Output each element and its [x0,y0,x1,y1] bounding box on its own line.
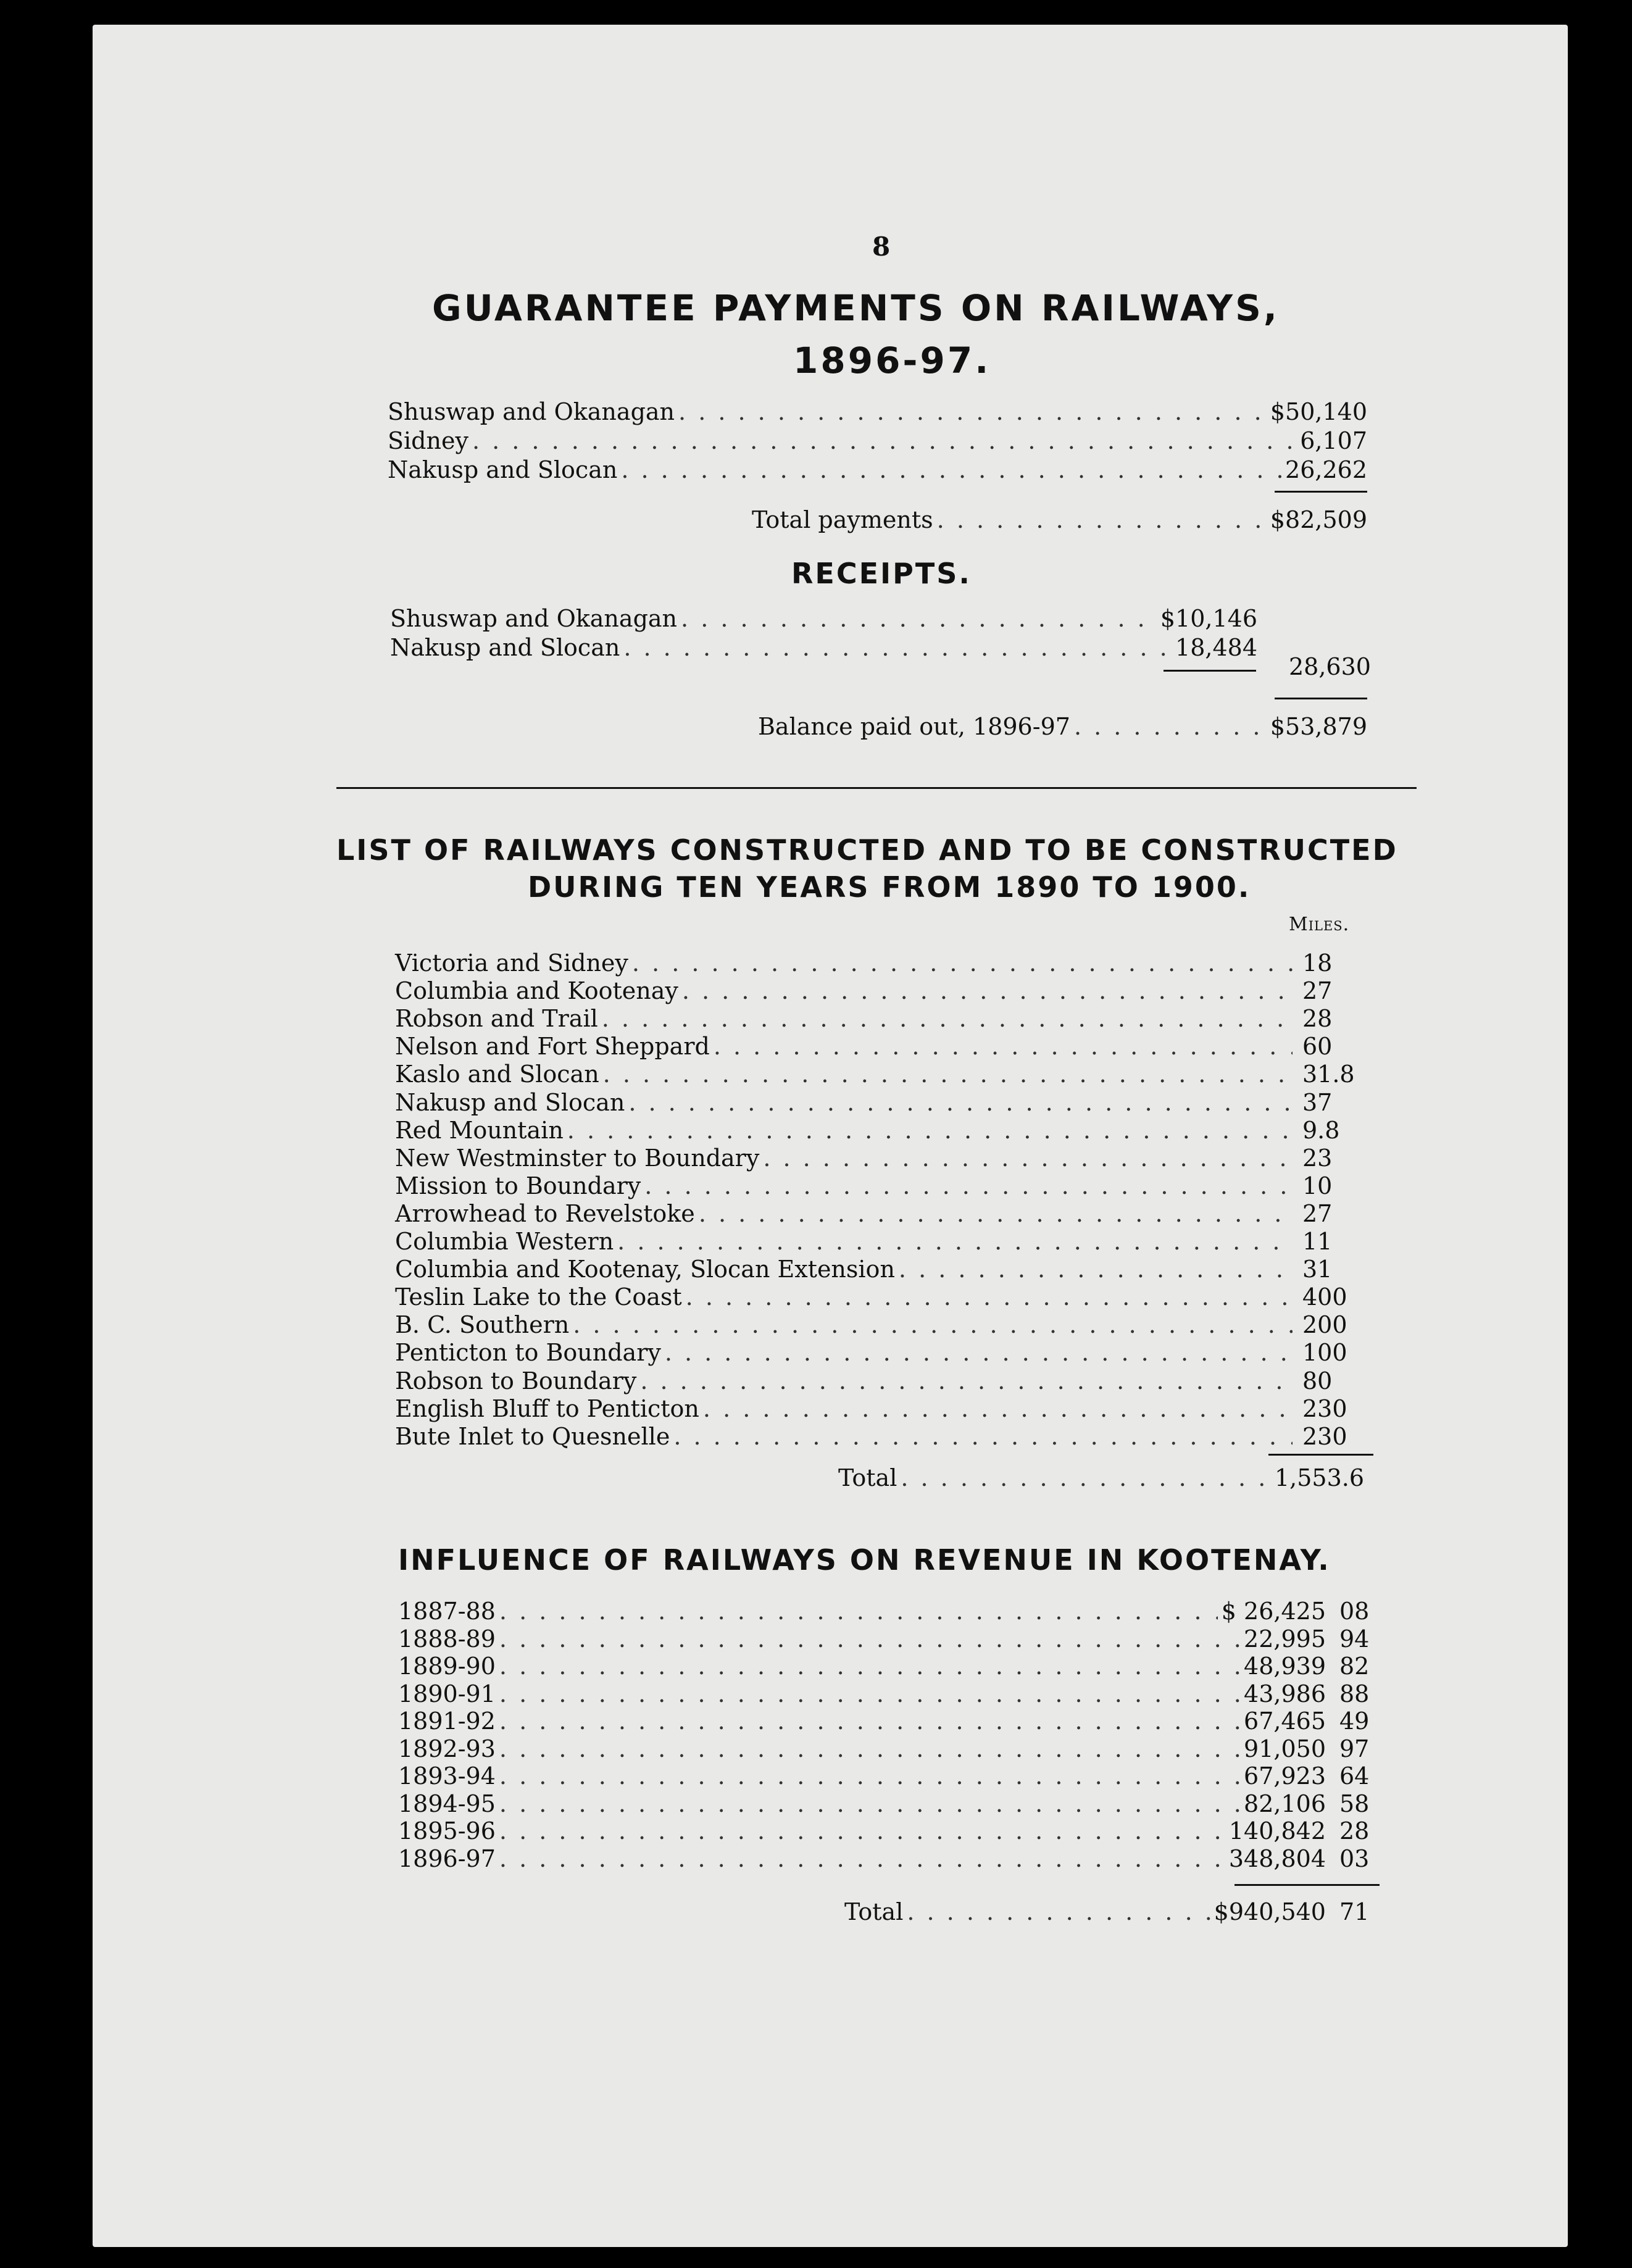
leader-dots [682,977,1293,1004]
leader-dots [603,1061,1293,1088]
receipt-row-value: 18,484 [1175,634,1257,661]
revenue-row-label: 1891-92 [398,1707,496,1735]
balance-row [758,713,1367,740]
receipt-row [390,605,1257,632]
revenue-row-cents: 94 [1339,1625,1370,1653]
revenue-total-dollars: $940,540 [1214,1898,1326,1925]
payment-row-label: Sidney [388,427,468,454]
railways-total-row [838,1464,1364,1491]
revenue-row [398,1625,1376,1653]
total-payments-row [752,506,1367,533]
leader-dots [499,1598,1218,1625]
railway-row-value: 60 [1302,1033,1333,1061]
railway-row-value: 27 [1302,1199,1333,1227]
railway-row-label: Mission to Boundary [395,1172,641,1199]
railway-row-value: 31 [1302,1256,1333,1283]
payment-row-value: 6,107 [1300,427,1367,454]
railway-row [395,1256,1383,1283]
railway-row-value: 80 [1302,1367,1333,1395]
leader-dots [623,634,1172,661]
revenue-row-value: 22,995 [1244,1625,1326,1653]
railways-title-line1: LIST OF RAILWAYS CONSTRUCTED AND TO BE CONSTRUCTED [336,833,1398,867]
revenue-row [398,1845,1376,1872]
revenue-row-value: 82,106 [1244,1790,1326,1817]
railway-row [395,1228,1383,1255]
railway-row-value: 31.8 [1302,1061,1355,1088]
railway-row [395,977,1383,1004]
balance-label: Balance paid out, 1896-97 [758,713,1070,740]
railway-row-label: New Westminster to Boundary [395,1144,760,1172]
railway-row [395,1061,1383,1088]
leader-dots [678,398,1267,425]
railway-row-value: 100 [1302,1339,1347,1367]
railway-row-label: Robson and Trail [395,1005,598,1033]
railway-row [395,1005,1383,1032]
railway-row-label: Nelson and Fort Sheppard [395,1033,710,1061]
railway-row-label: Kaslo and Slocan [395,1061,599,1088]
revenue-row [398,1707,1376,1735]
leader-dots [617,1228,1293,1255]
railway-row [395,1144,1383,1172]
railway-row-label: Columbia Western [395,1228,614,1255]
leader-dots [714,1033,1293,1060]
revenue-total-rule [1234,1884,1380,1886]
receipt-row-label: Shuswap and Okanagan [390,605,678,632]
revenue-row-label: 1893-94 [398,1762,496,1790]
page-number: 8 [872,231,891,262]
revenue-total-label: Total [844,1898,904,1925]
total-payments-label: Total payments [752,506,933,533]
revenue-row-label: 1890-91 [398,1680,496,1707]
receipt-row-value: $10,146 [1160,605,1257,632]
railway-row-value: 28 [1302,1005,1333,1033]
railway-row-label: Red Mountain [395,1116,564,1144]
revenue-row-cents: 88 [1339,1680,1370,1707]
railway-row-value: 37 [1302,1088,1333,1116]
leader-dots [472,427,1296,454]
revenue-row-value: $ 26,425 [1221,1598,1326,1625]
payment-row-label: Shuswap and Okanagan [388,398,675,425]
leader-dots [573,1311,1293,1338]
payment-row [388,456,1367,483]
revenue-row [398,1598,1376,1625]
leader-dots [499,1680,1240,1707]
revenue-row-value: 91,050 [1244,1735,1326,1762]
railway-row-label: Nakusp and Slocan [395,1088,625,1116]
payment-row-value: $50,140 [1270,398,1367,425]
leader-dots [665,1339,1293,1366]
payment-row [388,398,1367,425]
railway-row-value: 11 [1302,1228,1333,1255]
leader-dots [699,1200,1293,1227]
section-divider [336,787,1417,789]
receipts-subrule [1164,670,1256,672]
railway-row [395,1311,1383,1338]
railway-row-value: 23 [1302,1144,1333,1172]
leader-dots [602,1005,1293,1032]
leader-dots [567,1117,1293,1144]
revenue-row [398,1653,1376,1680]
railway-row-label: Arrowhead to Revelstoke [395,1199,695,1227]
total-payments-value: $82,509 [1270,506,1367,533]
railway-row [395,1395,1383,1422]
payment-row-label: Nakusp and Slocan [388,456,618,483]
leader-dots [499,1790,1240,1817]
railway-row-value: 200 [1302,1311,1347,1339]
leader-dots [628,1089,1293,1116]
leader-dots [499,1845,1225,1872]
railways-title-line2: DURING TEN YEARS FROM 1890 TO 1900. [528,870,1251,904]
revenue-row [398,1735,1376,1762]
leader-dots [499,1762,1240,1790]
revenue-row [398,1817,1376,1845]
receipts-rule [1275,698,1367,699]
guarantee-title-line1: GUARANTEE PAYMENTS ON RAILWAYS, [432,287,1280,329]
receipt-row [390,634,1257,661]
payments-rule [1275,491,1367,493]
leader-dots [686,1283,1293,1311]
leader-dots [499,1735,1240,1762]
revenue-row-value: 67,923 [1244,1762,1326,1790]
railway-row-value: 230 [1302,1395,1347,1422]
railway-row-label: Penticton to Boundary [395,1339,661,1367]
railway-row-value: 400 [1302,1283,1347,1311]
revenue-row-value: 140,842 [1228,1817,1326,1845]
railway-row-value: 27 [1302,977,1333,1005]
leader-dots [901,1464,1271,1491]
railway-row-label: Columbia and Kootenay [395,977,678,1005]
railway-row-label: Columbia and Kootenay, Slocan Extension [395,1256,895,1283]
revenue-row-cents: 97 [1339,1735,1370,1762]
railway-row [395,949,1383,977]
railway-row [395,1339,1383,1366]
revenue-title: INFLUENCE OF RAILWAYS ON REVENUE IN KOOTENAY. [398,1543,1331,1577]
leader-dots [899,1256,1293,1283]
leader-dots [681,605,1157,632]
revenue-row-label: 1894-95 [398,1790,496,1817]
receipts-title: RECEIPTS. [791,557,972,590]
revenue-row-cents: 58 [1339,1790,1370,1817]
revenue-total-cents: 71 [1339,1898,1370,1925]
railway-row [395,1172,1383,1199]
receipts-total: 28,630 [1289,653,1371,680]
railway-row [395,1089,1383,1116]
revenue-row-value: 43,986 [1244,1680,1326,1707]
revenue-row-label: 1887-88 [398,1598,496,1625]
leader-dots [640,1367,1293,1395]
railway-row [395,1423,1383,1450]
railway-row [395,1200,1383,1227]
revenue-row-cents: 64 [1339,1762,1370,1790]
revenue-row [398,1680,1376,1707]
railways-total-rule [1268,1454,1373,1456]
revenue-row-value: 67,465 [1244,1707,1326,1735]
leader-dots [763,1144,1293,1172]
payment-row [388,427,1367,454]
leader-dots [499,1653,1240,1680]
railways-total-label: Total [838,1464,897,1491]
leader-dots [644,1172,1293,1199]
revenue-row-label: 1896-97 [398,1845,496,1872]
revenue-row-value: 48,939 [1244,1653,1326,1680]
receipt-row-label: Nakusp and Slocan [390,634,620,661]
balance-value: $53,879 [1270,713,1367,740]
leader-dots [673,1423,1293,1450]
revenue-row-cents: 08 [1339,1598,1370,1625]
railway-row-value: 10 [1302,1172,1333,1199]
revenue-row-value: 348,804 [1228,1845,1326,1872]
leader-dots [907,1898,1210,1925]
revenue-row [398,1790,1376,1817]
revenue-row-label: 1888-89 [398,1625,496,1653]
leader-dots [632,949,1293,977]
railway-row [395,1033,1383,1060]
railway-row-label: Teslin Lake to the Coast [395,1283,682,1311]
leader-dots [499,1625,1240,1653]
revenue-row-cents: 49 [1339,1707,1370,1735]
revenue-row-cents: 03 [1339,1845,1370,1872]
leader-dots [703,1395,1293,1422]
railway-row-label: Bute Inlet to Quesnelle [395,1422,670,1450]
railway-row-value: 9.8 [1302,1116,1340,1144]
revenue-row-label: 1892-93 [398,1735,496,1762]
railway-row-label: English Bluff to Penticton [395,1395,699,1422]
miles-column-header: Miles. [1289,914,1350,935]
revenue-total-row [844,1898,1376,1925]
railway-row-label: Robson to Boundary [395,1367,637,1395]
railways-total-value: 1,553.6 [1274,1464,1364,1491]
revenue-row-cents: 28 [1339,1817,1370,1845]
railway-row-label: B. C. Southern [395,1311,570,1339]
leader-dots [499,1817,1225,1845]
railway-row [395,1117,1383,1144]
revenue-row-label: 1895-96 [398,1817,496,1845]
payment-row-value: 26,262 [1285,456,1367,483]
railway-row [395,1367,1383,1395]
leader-dots [1074,713,1267,740]
railway-row-value: 18 [1302,949,1333,977]
railway-row-label: Victoria and Sidney [395,949,628,977]
leader-dots [621,456,1281,483]
revenue-row [398,1762,1376,1790]
revenue-row-cents: 82 [1339,1653,1370,1680]
leader-dots [499,1707,1240,1735]
leader-dots [937,506,1267,533]
railway-row-value: 230 [1302,1422,1347,1450]
railway-row [395,1283,1383,1311]
guarantee-title-line2: 1896-97. [793,340,991,381]
revenue-row-label: 1889-90 [398,1653,496,1680]
